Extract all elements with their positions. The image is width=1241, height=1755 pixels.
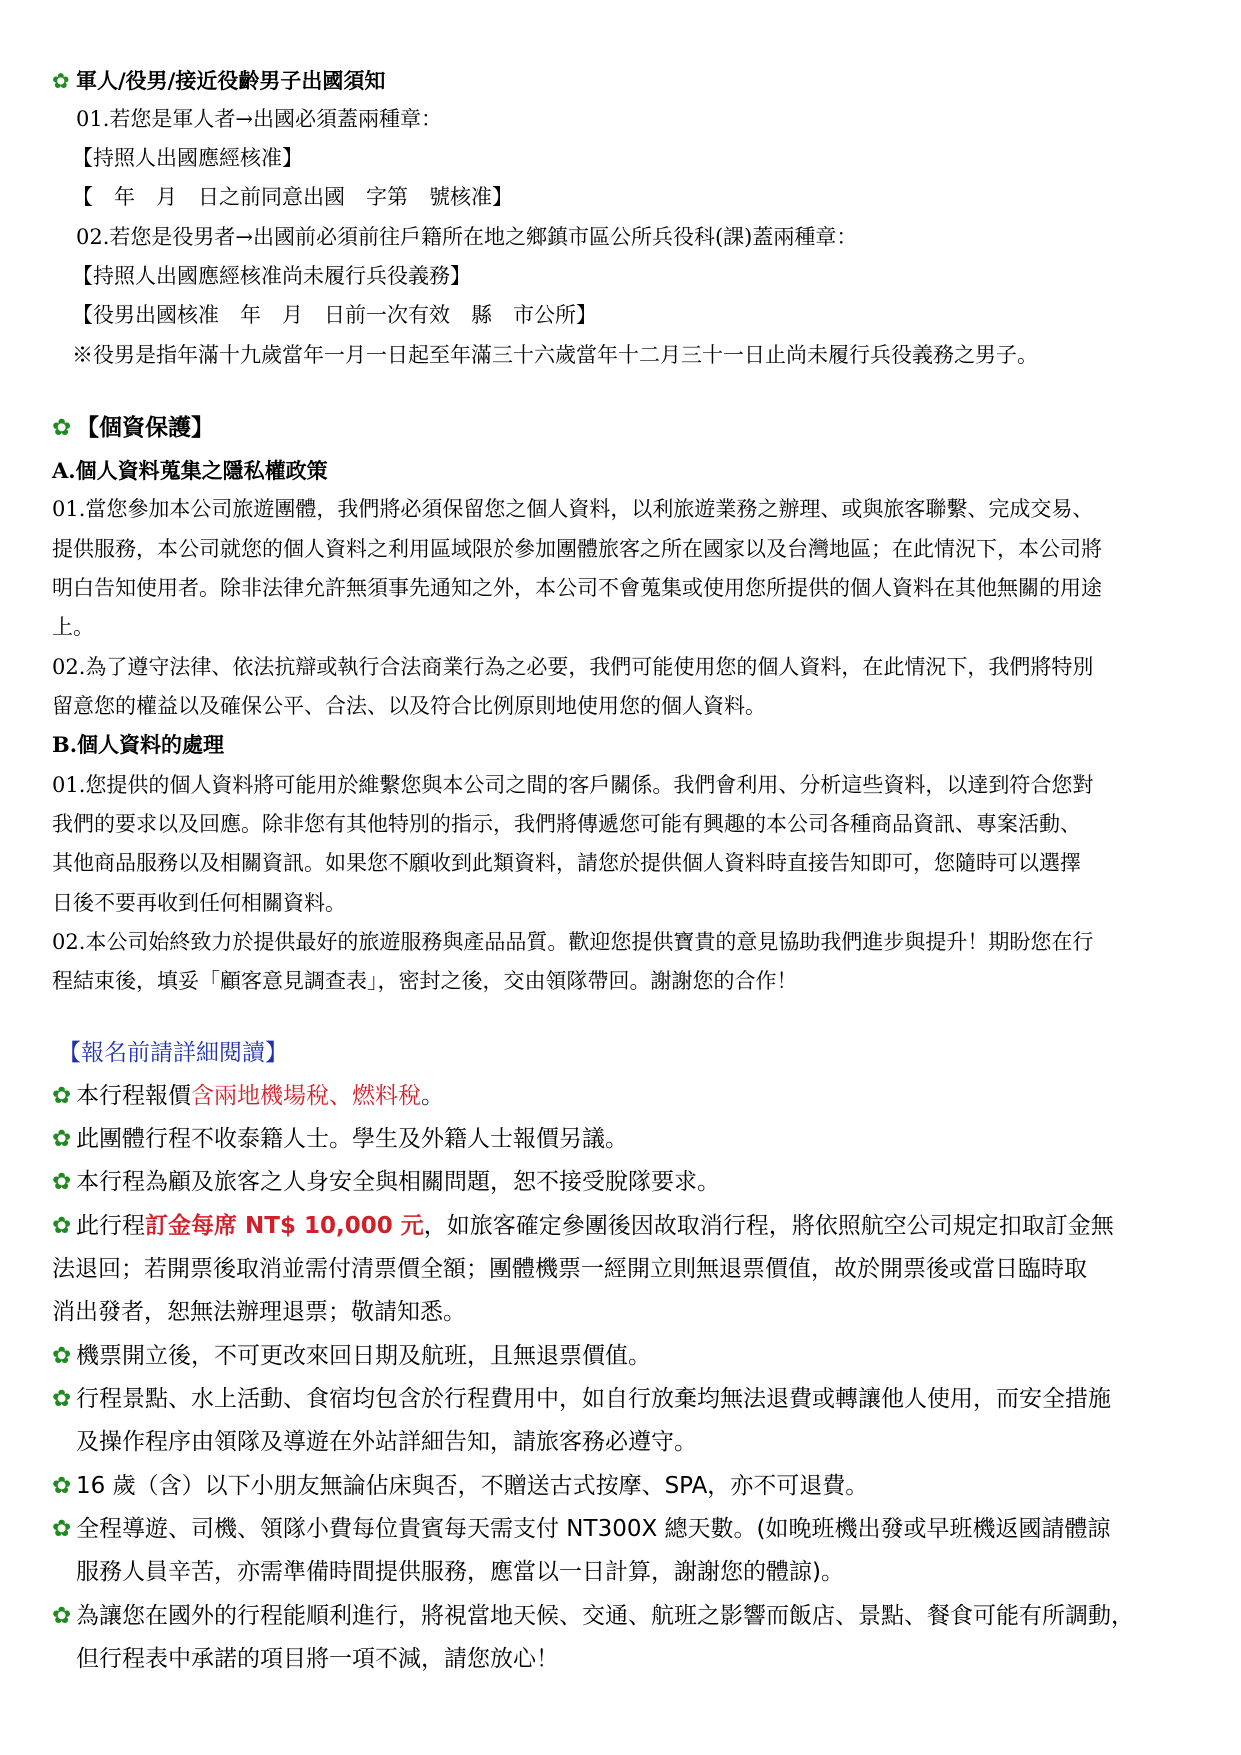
military-line-6: 【役男出國核准 年 月 日前一次有效 縣 市公所】 — [72, 303, 597, 327]
privacy-section-a-title: A.個人資料蒐集之隱私權政策 — [52, 458, 328, 483]
privacy-b-line-2: 我們的要求以及回應。除非您有其他特別的指示，我們將傳遞您可能有興趣的本公司各種商品資訊、專案活動、 — [52, 812, 1081, 836]
flower-icon: ✿ — [52, 1213, 72, 1239]
privacy-b-line-5: 02.本公司始終致力於提供最好的旅遊服務與產品品質。歡迎您提供寶貴的意見協助我們進步與提升！期盼您在行 — [52, 930, 1094, 954]
notice-item-8-cont: 服務人員辛苦，亦需準備時間提供服務，應當以一日計算，謝謝您的體諒)。 — [76, 1559, 844, 1585]
notice-item-2: ✿ 此團體行程不收泰籍人士。學生及外籍人士報價另議。 — [52, 1126, 628, 1152]
flower-icon: ✿ — [52, 1169, 72, 1195]
notice-item-4-cont-2: 消出發者，恕無法辦理退票；敬請知悉。 — [52, 1299, 466, 1325]
privacy-a-line-3: 明白告知使用者。除非法律允許無須事先通知之外，本公司不會蒐集或使用您所提供的個人資料在其他無關的用途 — [52, 576, 1102, 600]
notice-item-6: ✿ 行程景點、水上活動、食宿均包含於行程費用中，如自行放棄均無法退費或轉讓他人使用，而安全措施 — [52, 1386, 1111, 1412]
notice-item-1: ✿ 本行程報價含兩地機場稅、燃料稅。 — [52, 1083, 444, 1109]
flower-icon: ✿ — [52, 1083, 72, 1109]
military-line-3: 【 年 月 日之前同意出國 字第 號核准】 — [72, 185, 513, 209]
notice-item-9-cont: 但行程表中承諾的項目將一項不減，請您放心！ — [76, 1646, 559, 1672]
military-line-5: 【持照人出國應經核准尚未履行兵役義務】 — [72, 264, 471, 288]
notice-item-6-cont: 及操作程序由領隊及導遊在外站詳細告知，請旅客務必遵守。 — [76, 1429, 697, 1455]
military-heading: ✿ 軍人/役男/接近役齡男子出國須知 — [52, 69, 386, 93]
notice-heading: 【報名前請詳細閱讀】 — [58, 1040, 288, 1066]
notice-item-5: ✿ 機票開立後，不可更改來回日期及航班，且無退票價值。 — [52, 1343, 651, 1369]
notice-item-3: ✿ 本行程為顧及旅客之人身安全與相關問題，恕不接受脫隊要求。 — [52, 1169, 720, 1195]
flower-icon: ✿ — [52, 1473, 72, 1499]
privacy-b-line-4: 日後不要再收到任何相關資料。 — [52, 891, 346, 915]
privacy-section-b-title: B.個人資料的處理 — [52, 732, 225, 757]
notice-item-4-cont-1: 法退回；若開票後取消並需付清票價全額；團體機票一經開立則無退票價值，故於開票後或當日臨時取 — [52, 1256, 1087, 1282]
privacy-a-line-5: 02.為了遵守法律、依法抗辯或執行合法商業行為之必要，我們可能使用您的個人資料，在此情況下，我們將特別 — [52, 655, 1094, 679]
privacy-b-line-6: 程結束後，填妥「顧客意見調查表」，密封之後，交由領隊帶回。謝謝您的合作！ — [52, 969, 798, 993]
flower-icon: ✿ — [52, 1516, 72, 1542]
privacy-a-line-4: 上。 — [52, 615, 94, 639]
notice-item-4: ✿ 此行程訂金每席 NT$ 10,000 元，如旅客確定參團後因故取消行程，將依照航空公司規定扣取訂金無 — [52, 1213, 1114, 1239]
flower-icon: ✿ — [52, 1126, 72, 1152]
notice-item-9: ✿ 為讓您在國外的行程能順利進行，將視當地天候、交通、航班之影響而飯店、景點、餐食可能有所調動， — [52, 1603, 1134, 1629]
flower-icon: ✿ — [52, 415, 72, 441]
privacy-a-line-6: 留意您的權益以及確保公平、合法、以及符合比例原則地使用您的個人資料。 — [52, 694, 766, 718]
flower-icon: ✿ — [52, 1343, 72, 1369]
privacy-a-line-2: 提供服務，本公司就您的個人資料之利用區域限於參加團體旅客之所在國家以及台灣地區；在此情況下，本公司將 — [52, 537, 1102, 561]
privacy-b-line-3: 其他商品服務以及相關資訊。如果您不願收到此類資料，請您於提供個人資料時直接告知即可，您隨時可以選擇 — [52, 851, 1081, 875]
flower-icon: ✿ — [52, 69, 70, 93]
flower-icon: ✿ — [52, 1386, 72, 1412]
military-line-7: ※役男是指年滿十九歲當年一月一日起至年滿三十六歲當年十二月三十一日止尚未履行兵役義務之男子。 — [72, 343, 1038, 367]
military-line-2: 【持照人出國應經核准】 — [72, 146, 303, 170]
military-line-1: 01.若您是軍人者→出國必須蓋兩種章： — [76, 107, 442, 131]
military-line-4: 02.若您是役男者→出國前必須前往戶籍所在地之鄉鎮市區公所兵役科(課)蓋兩種章： — [76, 225, 858, 249]
notice-item-8: ✿ 全程導遊、司機、領隊小費每位貴賓每天需支付 NT300X 總天數。(如晚班機出發或早班機返國請體諒 — [52, 1516, 1111, 1542]
privacy-heading: ✿ 【個資保護】 — [52, 415, 214, 441]
notice-item-7: ✿ 16 歲（含）以下小朋友無論佔床與否，不贈送古式按摩、SPA，亦不可退費。 — [52, 1473, 869, 1499]
privacy-b-line-1: 01.您提供的個人資料將可能用於維繫您與本公司之間的客戶關係。我們會利用、分析這些資料，以達到符合您對 — [52, 773, 1094, 797]
flower-icon: ✿ — [52, 1603, 72, 1629]
privacy-a-line-1: 01.當您參加本公司旅遊團體，我們將必須保留您之個人資料，以利旅遊業務之辦理、或與旅客聯繫、完成交易、 — [52, 497, 1094, 521]
